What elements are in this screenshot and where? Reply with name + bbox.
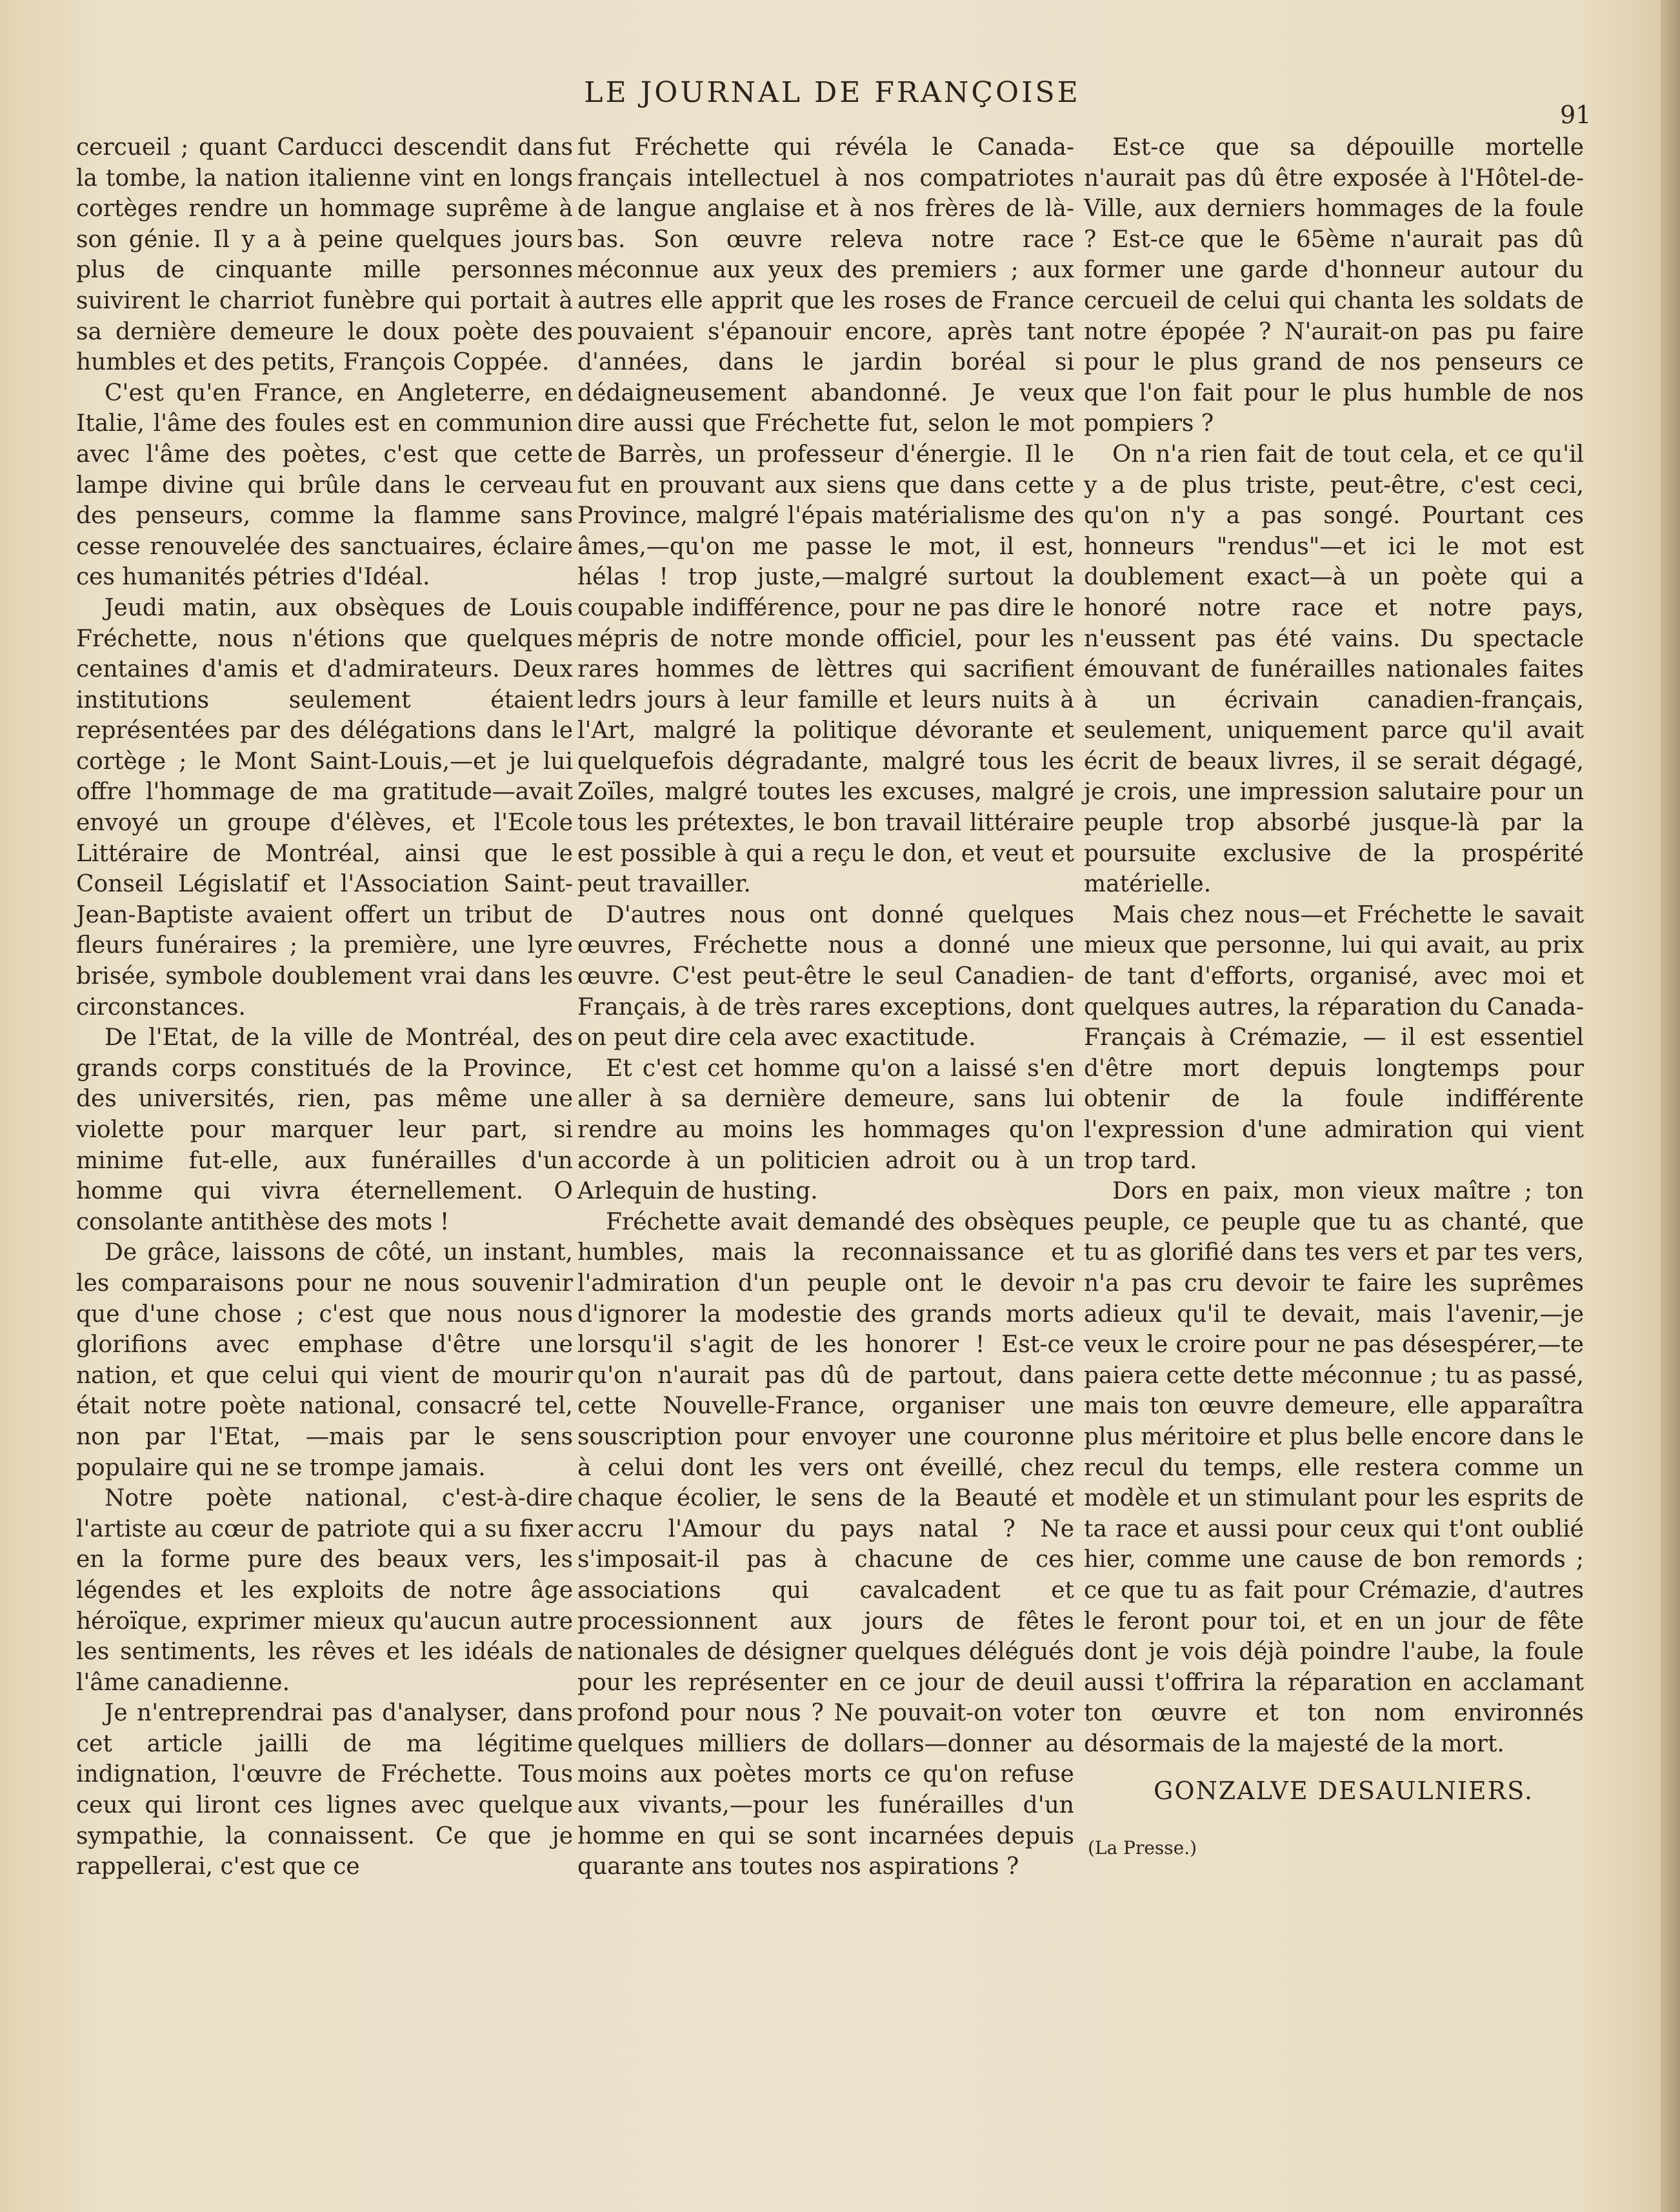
paragraph: De l'Etat, de la ville de Montréal, des grands corps constitués de la Province, des universités, rien, pas même une violette pour marquer leur part, si minime fut-elle, aux funérailles d'un homme qui vivra éternellement. O consolante antithèse des mots ! bbox=[76, 1024, 573, 1235]
text-column-1 bbox=[76, 132, 573, 1882]
paragraph: Jeudi matin, aux obsèques de Louis Fréchette, nous n'étions que quelques centaines d'amis et d'admirateurs. Deux institutions seulement étaient représentées par des délégations dans le cortège ; le Mont Saint-Louis,—et je lui offre l'hommage de ma gratitude—avait envoyé un groupe d'élèves, et l'Ecole Littéraire de Montréal, ainsi que le Conseil Législatif et l'Association Saint-Jean-Baptiste avaient offert un tribut de fleurs funéraires ; la première, une lyre brisée, symbole doublement vrai dans les circonstances. bbox=[76, 594, 573, 1021]
paragraph: Est-ce que sa dépouille mortelle n'aurait pas dû être exposée à l'Hôtel-de-Ville, aux derniers hommages de la foule ? Est-ce que le 65ème n'aurait pas dû former une garde d'honneur autour du cercueil de celui qui chanta les soldats de notre épopée ? N'aurait-on pas pu faire pour le plus grand de nos penseurs ce que l'on fait pour le plus humble de nos pompiers ? bbox=[1084, 134, 1584, 437]
paragraph: De grâce, laissons de côté, un instant, les comparaisons pour ne nous souvenir que d'une chose ; c'est que nous nous glorifions avec emphase d'être une nation, et que celui qui vient de mourir était notre poète national, consacré tel, non par l'Etat, —mais par le sens populaire qui ne se trompe jamais. bbox=[76, 1239, 573, 1481]
paragraph: Dors en paix, mon vieux maître ; ton peuple, ce peuple que tu as chanté, que tu as glorifié dans tes vers et par tes vers, n'a pas cru devoir te faire les suprêmes adieux qu'il te devait, mais l'avenir,—je veux le croire pour ne pas désespérer,—te paiera cette dette méconnue ; tu as passé, mais ton œuvre demeure, elle apparaîtra plus méritoire et plus belle encore dans le recul du temps, elle restera comme un modèle et un stimulant pour les esprits de ta race et aussi pour ceux qui t'ont oublié hier, comme une cause de bon remords ; ce que tu as fait pour Crémazie, d'autres le feront pour toi, et en un jour de fête dont je vois déjà poindre l'aube, la foule aussi t'offrira la réparation en acclamant ton œuvre et ton nom environnés désormais de la majesté de la mort. bbox=[1084, 1178, 1584, 1757]
paragraph: Je n'entreprendrai pas d'analyser, dans cet article jailli de ma légitime indignation, l'œuvre de Fréchette. Tous ceux qui liront ces lignes avec quelque sympathie, la connaissent. Ce que je rappellerai, c'est que ce bbox=[76, 1700, 573, 1880]
paragraph: fut Fréchette qui révéla le Canada-français intellectuel à nos compatriotes de langue anglaise et à nos frères de là-bas. Son œuvre releva notre race méconnue aux yeux des premiers ; aux autres elle apprit que les roses de France pouvaient s'épanouir encore, après tant d'années, dans le jardin boréal si dédaigneusement abandonné. Je veux dire aussi que Fréchette fut, selon le mot de Barrès, un professeur d'énergie. Il le fut en prouvant aux siens que dans cette Province, malgré l'épais matérialisme des âmes,—qu'on me passe le mot, il est, hélas ! trop juste,—malgré surtout la coupable indifférence, pour ne pas dire le mépris de notre monde officiel, pour les rares hommes de lèttres qui sacrifient ledrs jours à leur famille et leurs nuits à l'Art, malgré la politique dévorante et quelquefois dégradante, malgré tous les Zoïles, malgré toutes les excuses, malgré tous les prétextes, le bon travail littéraire est possible à qui a reçu le don, et veut et peut travailler. bbox=[577, 134, 1074, 898]
paragraph: cercueil ; quant Carducci descendit dans la tombe, la nation italienne vint en longs cortèges rendre un hommage suprême à son génie. Il y a à peine quelques jours plus de cinquante mille personnes suivirent le charriot funèbre qui portait à sa dernière demeure le doux poète des humbles et des petits, François Coppée. bbox=[76, 134, 573, 376]
paragraph: On n'a rien fait de tout cela, et ce qu'il y a de plus triste, peut-être, c'est ceci, qu'on n'y a pas songé. Pourtant ces honneurs "rendus"—et ici le mot est doublement exact—à un poète qui a honoré notre race et notre pays, n'eussent pas été vains. Du spectacle émouvant de funérailles nationales faites à un écrivain canadien-français, seulement, uniquement parce qu'il avait écrit de beaux livres, il se serait dégagé, je crois, une impression salutaire pour un peuple trop absorbé jusque-là par la poursuite exclusive de la prospérité matérielle. bbox=[1084, 441, 1584, 898]
author-signature: GONZALVE DESAULNIERS. bbox=[1154, 1777, 1534, 1806]
text-column-2 bbox=[577, 132, 1074, 1882]
page-edge bbox=[1661, 0, 1680, 2212]
paragraph: D'autres nous ont donné quelques œuvres, Fréchette nous a donné une œuvre. C'est peut-être le seul Canadien-Français, à de très rares exceptions, dont on peut dire cela avec exactitude. bbox=[577, 901, 1074, 1051]
paragraph: Et c'est cet homme qu'on a laissé s'en aller à sa dernière demeure, sans lui rendre au moins les hommages qu'on accorde à un politicien adroit ou à un Arlequin de husting. bbox=[577, 1055, 1074, 1205]
paragraph: C'est qu'en France, en Angleterre, en Italie, l'âme des foules est en communion avec l'âme des poètes, c'est que cette lampe divine qui brûle dans le cerveau des penseurs, comme la flamme sans cesse renouvelée des sanctuaires, éclaire ces humanités pétries d'Idéal. bbox=[76, 379, 573, 591]
paragraph: Fréchette avait demandé des obsèques humbles, mais la reconnaissance et l'admiration d'un peuple ont le devoir d'ignorer la modestie des grands morts lorsqu'il s'agit de les honorer ! Est-ce qu'on n'aurait pas dû de partout, dans cette Nouvelle-France, organiser une souscription pour envoyer une couronne à celui dont les vers ont éveillé, chez chaque écolier, le sens de la Beauté et accru l'Amour du pays natal ? Ne s'imposait-il pas à chacune de ces associations qui cavalcadent et processionnent aux jours de fêtes nationales de désigner quelques délégués pour les représenter en ce jour de deuil profond pour nous ? Ne pouvait-on voter quelques milliers de dollars—donner au moins aux poètes morts ce qu'on refuse aux vivants,—pour les funérailles d'un homme en qui se sont incarnées depuis quarante ans toutes nos aspirations ? bbox=[577, 1208, 1074, 1880]
paragraph: Mais chez nous—et Fréchette le savait mieux que personne, lui qui avait, au prix de tant d'efforts, organisé, avec moi et quelques autres, la réparation du Canada-Français à Crémazie, — il est essentiel d'être mort depuis longtemps pour obtenir de la foule indifférente l'expression d'une admiration qui vient trop tard. bbox=[1084, 901, 1584, 1174]
text-column-3 bbox=[1084, 132, 1584, 1864]
running-header: LE JOURNAL DE FRANÇOISE bbox=[584, 76, 1081, 109]
page-number: 91 bbox=[1560, 101, 1592, 129]
paragraph: Notre poète national, c'est-à-dire l'artiste au cœur de patriote qui a su fixer en la forme pure des beaux vers, les légendes et les exploits de notre âge héroïque, exprimer mieux qu'aucun autre les sentiments, les rêves et les idéals de l'âme canadienne. bbox=[76, 1485, 573, 1696]
source-credit: (La Presse.) bbox=[1088, 1837, 1197, 1859]
